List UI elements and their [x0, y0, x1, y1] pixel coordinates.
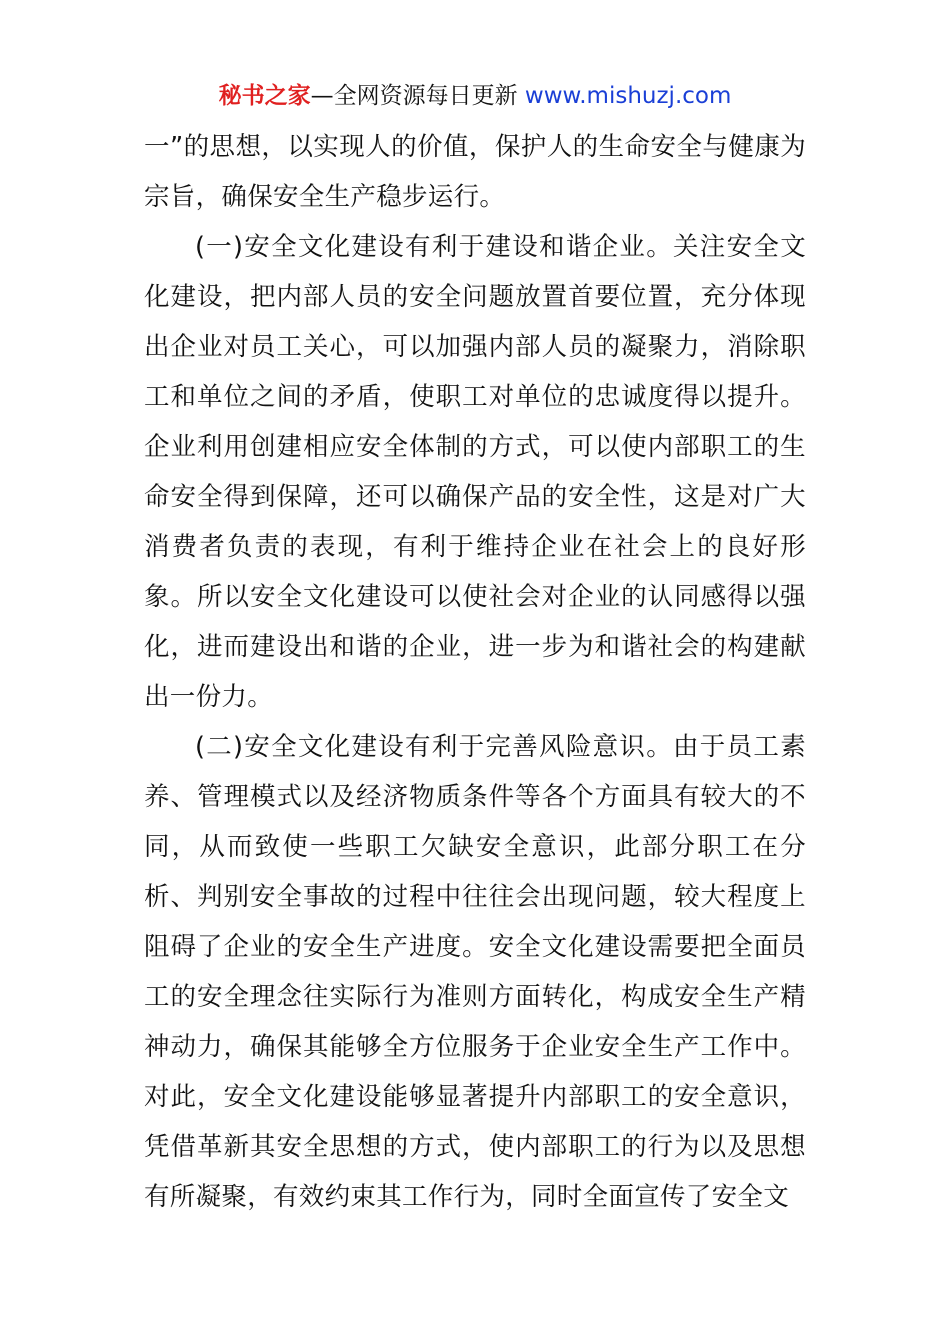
- document-body: [144, 122, 806, 1222]
- paragraph-section-1: (一)安全文化建设有利于建设和谐企业。关注安全文化建设，把内部人员的安全问题放置首要位置，充分体现出企业对员工关心，可以加强内部人员的凝聚力，消除职工和单位之间的矛盾，使职工对单位的忠诚度得以提升。企业利用创建相应安全体制的方式，可以使内部职工的生命安全得到保障，还可以确保产品的安全性，这是对广大消费者负责的表现，有利于维持企业在社会上的良好形象。所以安全文化建设可以使社会对企业的认同感得以强化，进而建设出和谐的企业，进一步为和谐社会的构建献出一份力。: [144, 232, 806, 712]
- paragraph-continuation: 一”的思想，以实现人的价值，保护人的生命安全与健康为宗旨，确保安全生产稳步运行。: [144, 132, 806, 212]
- site-url-link[interactable]: www.mishuzj.com: [524, 83, 732, 109]
- header-tagline: —全网资源每日更新: [310, 83, 525, 109]
- site-header: [0, 78, 950, 114]
- paragraph-section-2: (二)安全文化建设有利于完善风险意识。由于员工素养、管理模式以及经济物质条件等各个方面具有较大的不同，从而致使一些职工欠缺安全意识，此部分职工在分析、判别安全事故的过程中往往会出现问题，较大程度上阻碍了企业的安全生产进度。安全文化建设需要把全面员工的安全理念往实际行为准则方面转化，构成安全生产精神动力，确保其能够全方位服务于企业安全生产工作中。对此，安全文化建设能够显著提升内部职工的安全意识，凭借革新其安全思想的方式，使内部职工的行为以及思想有所凝聚，有效约束其工作行为，同时全面宣传了安全文: [144, 732, 806, 1212]
- brand-name: 秘书之家: [218, 83, 311, 109]
